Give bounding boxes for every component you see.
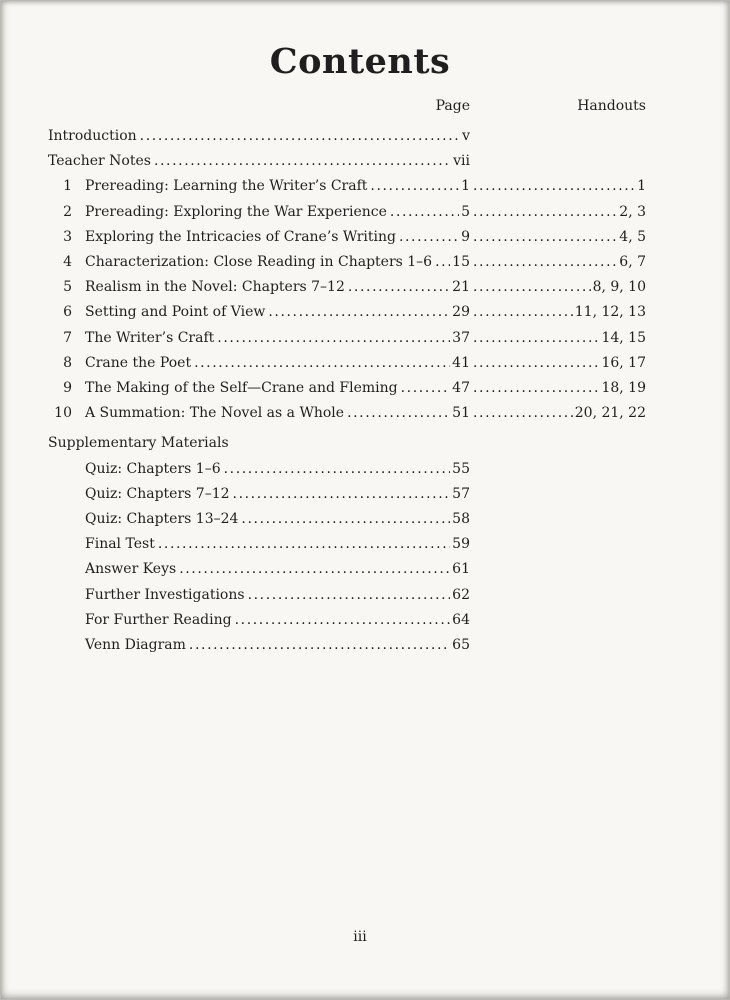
entry-handouts <box>470 250 646 275</box>
page-column-header: Page <box>435 98 470 114</box>
dot-leader <box>473 174 635 199</box>
entry-page-number: 61 <box>452 561 470 578</box>
chapter-number: 6 <box>63 304 72 321</box>
entry-handouts <box>470 300 646 325</box>
toc-row-chapter <box>48 174 646 199</box>
entry-main <box>48 326 470 351</box>
dot-leader <box>473 225 617 250</box>
entry-handouts <box>470 275 646 300</box>
page-footer: iii <box>353 929 367 945</box>
entry-main <box>48 300 470 325</box>
dot-leader <box>347 401 450 426</box>
entry-handout-numbers: 18, 19 <box>601 380 646 397</box>
toc-row-supplementary <box>48 532 646 557</box>
entry-handouts <box>470 174 646 199</box>
entry-main <box>48 174 470 199</box>
entry-main <box>48 507 470 532</box>
entry-handouts <box>470 376 646 401</box>
dot-leader <box>189 633 450 658</box>
entry-main <box>48 401 470 426</box>
entry-main <box>48 250 470 275</box>
column-headers <box>48 98 646 114</box>
dot-leader <box>217 326 450 351</box>
toc-row-supplementary <box>48 457 646 482</box>
dot-leader <box>348 275 450 300</box>
entry-title: Quiz: Chapters 13–24 <box>85 511 239 528</box>
toc-row-chapter <box>48 300 646 325</box>
toc-row-introduction <box>48 124 646 149</box>
entry-handouts <box>470 225 646 250</box>
entry-title: Crane the Poet <box>85 354 192 371</box>
toc-row-supplementary <box>48 507 646 532</box>
toc-row-teacher-notes <box>48 149 646 174</box>
entry-page-number: 55 <box>452 460 470 477</box>
entry-main <box>48 482 470 507</box>
entry-main <box>48 457 470 482</box>
dot-leader <box>233 482 451 507</box>
dot-leader <box>179 557 450 582</box>
entry-handouts <box>470 351 646 376</box>
supplementary-materials-heading: Supplementary Materials <box>48 435 229 452</box>
toc-row-supplementary <box>48 482 646 507</box>
toc-row-supplementary <box>48 583 646 608</box>
toc-row-supplementary <box>48 633 646 658</box>
toc-row-chapter <box>48 326 646 351</box>
dot-leader <box>473 275 591 300</box>
entry-main <box>48 351 470 376</box>
entry-title: Answer Keys <box>85 561 177 578</box>
entry-title: Realism in the Novel: Chapters 7–12 <box>85 279 345 296</box>
dot-leader <box>473 401 573 426</box>
dot-leader <box>370 174 459 199</box>
entry-handout-numbers: 11, 12, 13 <box>574 304 646 321</box>
entry-handout-numbers: 20, 21, 22 <box>574 405 646 422</box>
entry-title: The Making of the Self—Crane and Fleming <box>85 380 398 397</box>
entry-title: Prereading: Learning the Writer’s Craft <box>85 178 368 195</box>
entry-title: Exploring the Intricacies of Crane’s Writing <box>85 228 396 245</box>
entry-handout-numbers: 1 <box>637 178 646 195</box>
entry-main <box>48 275 470 300</box>
dot-leader <box>154 149 451 174</box>
entry-page-number: 65 <box>452 637 470 654</box>
dot-leader <box>390 200 459 225</box>
entry-title: Characterization: Close Reading in Chapters 1–6 <box>85 254 433 271</box>
entry-main <box>48 583 470 608</box>
dot-leader <box>473 326 599 351</box>
entry-page-number: 64 <box>452 611 470 628</box>
entry-page-number: 5 <box>461 203 470 220</box>
dot-leader <box>473 376 599 401</box>
entry-page-number: 58 <box>452 511 470 528</box>
entry-page-number: 47 <box>452 380 470 397</box>
chapter-number: 10 <box>54 405 72 422</box>
entry-main <box>48 376 470 401</box>
dot-leader <box>268 300 450 325</box>
toc-row-chapter <box>48 200 646 225</box>
entry-handout-numbers: 8, 9, 10 <box>592 279 646 296</box>
handouts-column-header: Handouts <box>577 98 646 114</box>
entry-handout-numbers: 6, 7 <box>619 254 646 271</box>
entry-main <box>48 633 470 658</box>
entry-handouts <box>470 200 646 225</box>
entry-page-number: 59 <box>452 536 470 553</box>
toc-row-chapter <box>48 275 646 300</box>
entry-title: Quiz: Chapters 1–6 <box>85 460 221 477</box>
entry-main <box>48 608 470 633</box>
entry-title: Venn Diagram <box>85 637 186 654</box>
toc-row-chapter <box>48 250 646 275</box>
entry-title: Prereading: Exploring the War Experience <box>85 203 387 220</box>
entry-page-number: v <box>462 128 470 144</box>
chapter-number: 8 <box>63 354 72 371</box>
dot-leader <box>224 457 451 482</box>
entry-handout-numbers: 4, 5 <box>619 228 646 245</box>
entry-main <box>48 532 470 557</box>
dot-leader <box>158 532 450 557</box>
entry-handout-numbers: 14, 15 <box>601 329 646 346</box>
dot-leader <box>473 300 573 325</box>
entry-handouts <box>470 326 646 351</box>
dot-leader <box>401 376 451 401</box>
entry-main <box>48 225 470 250</box>
chapter-number: 4 <box>63 254 72 271</box>
entry-handout-numbers: 16, 17 <box>601 354 646 371</box>
entry-title: Introduction <box>48 128 137 144</box>
chapter-number: 3 <box>63 228 72 245</box>
dot-leader <box>473 200 617 225</box>
entry-title: For Further Reading <box>85 611 232 628</box>
entry-title: A Summation: The Novel as a Whole <box>85 405 345 422</box>
toc-row-chapter <box>48 376 646 401</box>
entry-title: Teacher Notes <box>48 153 151 170</box>
page-title: Contents <box>269 41 451 82</box>
entry-page-number: 21 <box>452 279 470 296</box>
entry-page-number: 1 <box>461 178 470 195</box>
entry-page-number: 41 <box>452 354 470 371</box>
toc-row-chapter <box>48 225 646 250</box>
toc-row-chapter <box>48 351 646 376</box>
entry-handout-numbers: 2, 3 <box>619 203 646 220</box>
entry-page-number: vii <box>453 153 470 170</box>
entry-page-number: 9 <box>461 228 470 245</box>
toc-row-supplementary <box>48 608 646 633</box>
entry-main <box>48 149 470 174</box>
toc-row-supplementary <box>48 557 646 582</box>
entry-title: Quiz: Chapters 7–12 <box>85 485 230 502</box>
dot-leader <box>473 351 599 376</box>
entry-page-number: 51 <box>452 405 470 422</box>
entry-page-number: 62 <box>452 586 470 603</box>
entry-handouts <box>470 401 646 426</box>
entry-title: Further Investigations <box>85 586 245 603</box>
chapter-number: 2 <box>63 203 72 220</box>
dot-leader <box>235 608 451 633</box>
entry-title: The Writer’s Craft <box>85 329 215 346</box>
chapter-number: 5 <box>63 279 72 296</box>
dot-leader <box>435 250 450 275</box>
toc-row-chapter <box>48 401 646 426</box>
chapter-number: 9 <box>63 380 72 397</box>
entry-page-number: 57 <box>452 485 470 502</box>
table-of-contents <box>48 124 646 658</box>
entry-page-number: 15 <box>452 254 470 271</box>
dot-leader <box>473 250 617 275</box>
entry-main <box>48 200 470 225</box>
dot-leader <box>248 583 451 608</box>
entry-title: Final Test <box>85 536 155 553</box>
dot-leader <box>140 124 460 149</box>
entry-main <box>48 557 470 582</box>
entry-main <box>48 124 470 149</box>
entry-page-number: 37 <box>452 329 470 346</box>
chapter-number: 1 <box>63 178 72 195</box>
entry-page-number: 29 <box>452 304 470 321</box>
dot-leader <box>194 351 450 376</box>
entry-title: Setting and Point of View <box>85 304 266 321</box>
dot-leader <box>241 507 450 532</box>
dot-leader <box>399 225 459 250</box>
chapter-number: 7 <box>63 329 72 346</box>
